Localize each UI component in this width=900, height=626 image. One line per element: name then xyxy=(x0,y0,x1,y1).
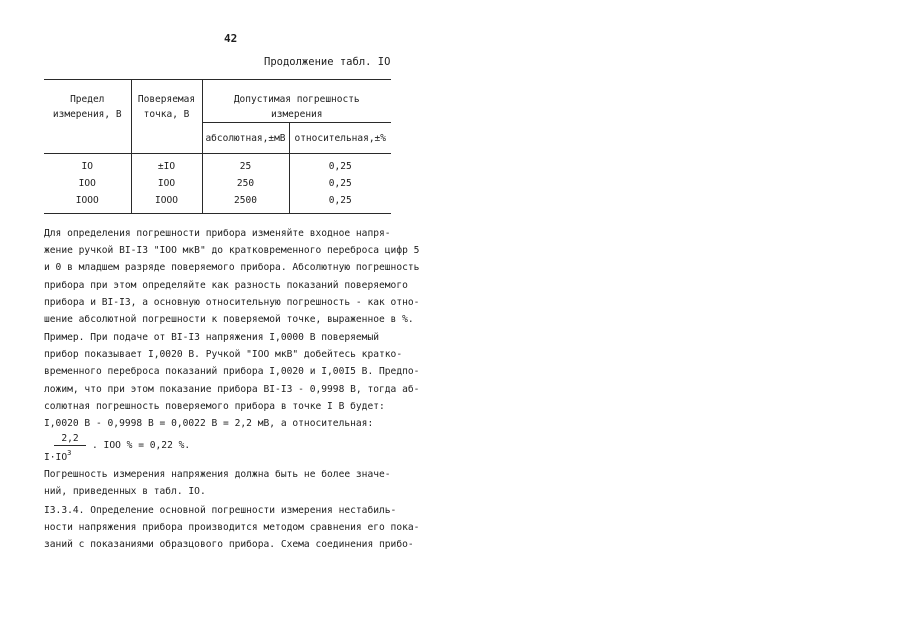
cell-point: ±IO xyxy=(131,154,202,176)
table-continuation-label: Продолжение табл. IO xyxy=(264,56,391,68)
paragraph-example xyxy=(44,329,420,432)
text-line: I,0020 В - 0,9998 В = 0,0022 В = 2,2 мВ, а относительная: xyxy=(44,418,374,430)
formula-numerator: 2,2 xyxy=(54,432,86,446)
text-line: заний с показаниями образцового прибора. Схема соединения прибо- xyxy=(44,539,414,551)
cell-point: IOOO xyxy=(131,192,202,214)
text-line: ний, приведенных в табл. IO. xyxy=(44,486,206,498)
text-line: временного переброса показаний прибора I,0020 и I,00I5 В. Предпо- xyxy=(44,366,420,378)
cell-range: IOO xyxy=(44,175,131,192)
header-range: Предел измерения, В xyxy=(44,80,131,154)
cell-relative: 0,25 xyxy=(289,192,391,214)
text-line: и 0 в младшем разряде поверяемого прибора. Абсолютную погрешность xyxy=(44,262,420,274)
cell-range: IO xyxy=(44,154,131,176)
cell-absolute: 2500 xyxy=(202,192,289,214)
formula-exponent: 3 xyxy=(67,449,72,457)
text-line: прибор показывает I,0020 В. Ручкой "IOO мкВ" добейтесь кратко- xyxy=(44,349,403,361)
formula-denominator: $I\cdot IO^3$ xyxy=(44,449,72,463)
text-line: Для определения погрешности прибора изменяйте входное напря- xyxy=(44,228,391,239)
formula xyxy=(44,432,191,466)
header-absolute: абсолютная,±мВ xyxy=(202,123,289,154)
text-line: Пример. При подаче от BI-I3 напряжения I,0000 В поверяемый xyxy=(44,332,380,343)
cell-point: IOO xyxy=(131,175,202,192)
paragraph-requirement xyxy=(44,466,392,500)
text-line: Погрешность измерения напряжения должна быть не более значе- xyxy=(44,469,391,480)
text-line: шение абсолютной погрешности к поверяемой точке, выраженное в %. xyxy=(44,314,414,326)
cell-range: IOOO xyxy=(44,192,131,214)
cell-relative: 0,25 xyxy=(328,161,352,172)
text-line: I3.3.4. Определение основной погрешности измерения нестабиль- xyxy=(44,505,397,516)
cell-absolute: 250 xyxy=(202,175,289,192)
header-relative: относительная,±% xyxy=(289,123,391,154)
text-line: солютная погрешность поверяемого прибора в точке I В будет: xyxy=(44,400,385,412)
table-row xyxy=(44,154,391,176)
text-line: прибора при этом определяйте как разность показаний поверяемого xyxy=(44,279,408,291)
header-permissible-error: Допустимая погрешность измерения xyxy=(202,80,391,123)
paragraph-section-13-3-4 xyxy=(44,502,420,554)
text-line: ности напряжения прибора производится методом сравнения его пока- xyxy=(44,522,420,534)
cell-relative: 0,25 xyxy=(328,178,352,189)
paragraph-procedure xyxy=(44,225,420,328)
formula-result: . IOO % = 0,22 %. xyxy=(92,440,191,451)
table-row xyxy=(44,175,391,192)
table-row xyxy=(44,192,391,214)
cell-absolute: 25 xyxy=(202,154,289,176)
header-test-point: Поверяемая точка, В xyxy=(131,80,202,154)
tolerance-table xyxy=(44,79,391,214)
text-line: прибора и BI-I3, а основную относительную погрешность - как отно- xyxy=(44,296,420,308)
text-line: ложим, что при этом показание прибора BI-I3 - 0,9998 В, тогда аб- xyxy=(44,383,420,395)
page-number: 42 xyxy=(224,32,238,45)
text-line: жение ручкой BI-I3 "IOO мкВ" до кратковременного переброса цифр 5 xyxy=(44,245,420,257)
